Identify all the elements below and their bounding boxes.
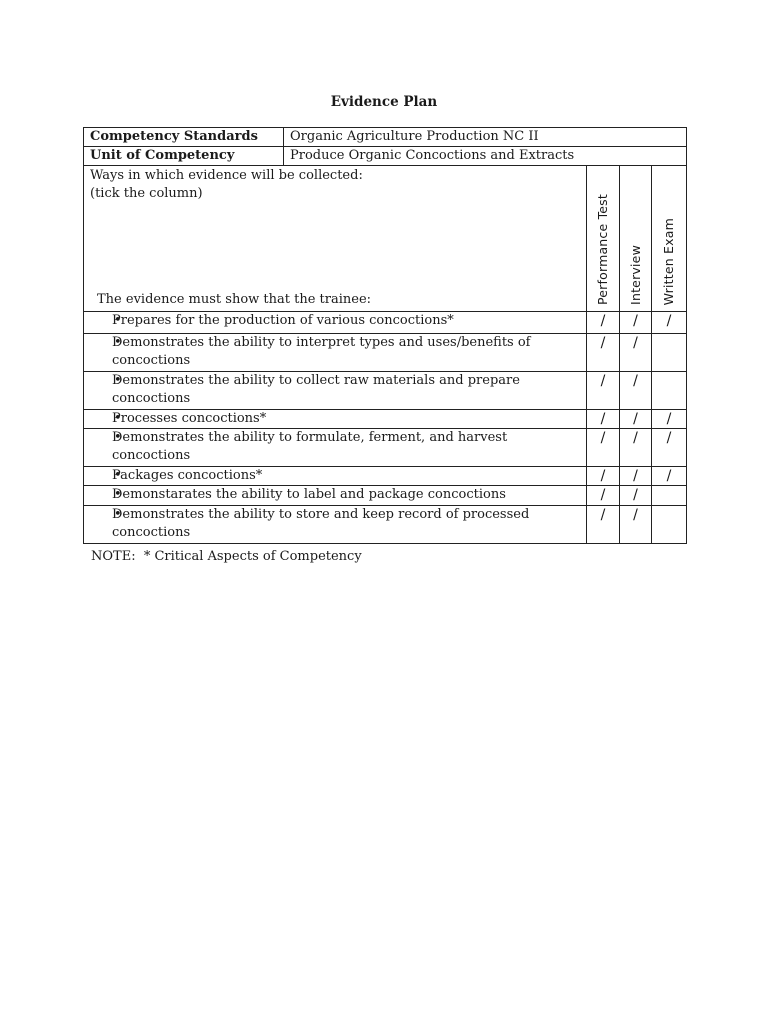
mark-performance-test: /: [587, 334, 620, 372]
evidence-plan-table: [83, 127, 687, 544]
mark-interview: /: [620, 410, 652, 429]
criterion-row: [84, 312, 687, 334]
methods-header-cell: [84, 166, 587, 312]
footnote: NOTE: * Critical Aspects of Competency: [91, 549, 362, 564]
criterion-text-cell: [84, 410, 587, 429]
criterion-row: [84, 506, 687, 544]
criterion-row: [84, 372, 687, 410]
column-header-performance-test: [587, 166, 620, 312]
criterion-text-cell: [84, 429, 587, 467]
unit-of-competency-row: [84, 147, 687, 166]
criteria-list: [84, 312, 687, 544]
mark-written-exam: /: [652, 467, 687, 486]
column-header-interview: [620, 166, 652, 312]
criterion-text: • Processes concoctions*: [112, 411, 267, 426]
criterion-row: [84, 429, 687, 467]
criterion-text-cell: [84, 506, 587, 544]
mark-written-exam: [652, 506, 687, 544]
competency-standards-value: Organic Agriculture Production NC II: [284, 128, 687, 147]
mark-written-exam: /: [652, 410, 687, 429]
trainee-statement: The evidence must show that the trainee:: [97, 292, 372, 307]
competency-standards-row: [84, 128, 687, 147]
unit-of-competency-label: Unit of Competency: [84, 147, 284, 166]
methods-intro: Ways in which evidence will be collected: (tick the column): [90, 168, 363, 201]
mark-performance-test: /: [587, 486, 620, 506]
criterion-text: • Prepares for the production of various concoctions*: [112, 313, 454, 328]
criterion-text: • Demonstrates the ability to formulate, ferment, and harvest concoctions: [112, 430, 508, 463]
mark-interview: /: [620, 334, 652, 372]
mark-performance-test: /: [587, 506, 620, 544]
criterion-text-cell: [84, 486, 587, 506]
criterion-text: • Demonstrates the ability to collect raw materials and prepare concoctions: [112, 373, 520, 406]
document-title: Evidence Plan: [330, 94, 438, 110]
criterion-text: • Packages concoctions*: [112, 468, 263, 483]
criterion-row: [84, 467, 687, 486]
criterion-row: [84, 334, 687, 372]
column-header-label: Performance Test: [595, 193, 610, 305]
mark-written-exam: /: [652, 429, 687, 467]
criterion-text-cell: [84, 372, 587, 410]
mark-interview: /: [620, 486, 652, 506]
mark-interview: /: [620, 467, 652, 486]
column-header-label: Interview: [627, 245, 643, 305]
criterion-text-cell: [84, 467, 587, 486]
mark-performance-test: /: [587, 372, 620, 410]
mark-interview: /: [620, 312, 652, 334]
criterion-text: • Demonstrates the ability to interpret types and uses/benefits of concoctions: [112, 335, 531, 368]
mark-interview: /: [620, 506, 652, 544]
mark-written-exam: [652, 334, 687, 372]
mark-written-exam: [652, 486, 687, 506]
criterion-text: • Demonstrates the ability to store and keep record of processed concoctions: [112, 507, 530, 540]
mark-performance-test: /: [587, 467, 620, 486]
column-header-written-exam: [652, 166, 687, 312]
competency-standards-label: Competency Standards: [84, 128, 284, 147]
criterion-text-cell: [84, 334, 587, 372]
criterion-text: • Demonstarates the ability to label and package concoctions: [112, 487, 506, 502]
mark-interview: /: [620, 429, 652, 467]
column-header-label: Written Exam: [661, 217, 676, 305]
methods-header-row: [84, 166, 687, 312]
criterion-text-cell: [84, 312, 587, 334]
unit-of-competency-value: Produce Organic Concoctions and Extracts: [284, 147, 687, 166]
mark-written-exam: [652, 372, 687, 410]
criterion-row: [84, 486, 687, 506]
mark-performance-test: /: [587, 312, 620, 334]
mark-performance-test: /: [587, 410, 620, 429]
mark-performance-test: /: [587, 429, 620, 467]
mark-interview: /: [620, 372, 652, 410]
criterion-row: [84, 410, 687, 429]
mark-written-exam: /: [652, 312, 687, 334]
